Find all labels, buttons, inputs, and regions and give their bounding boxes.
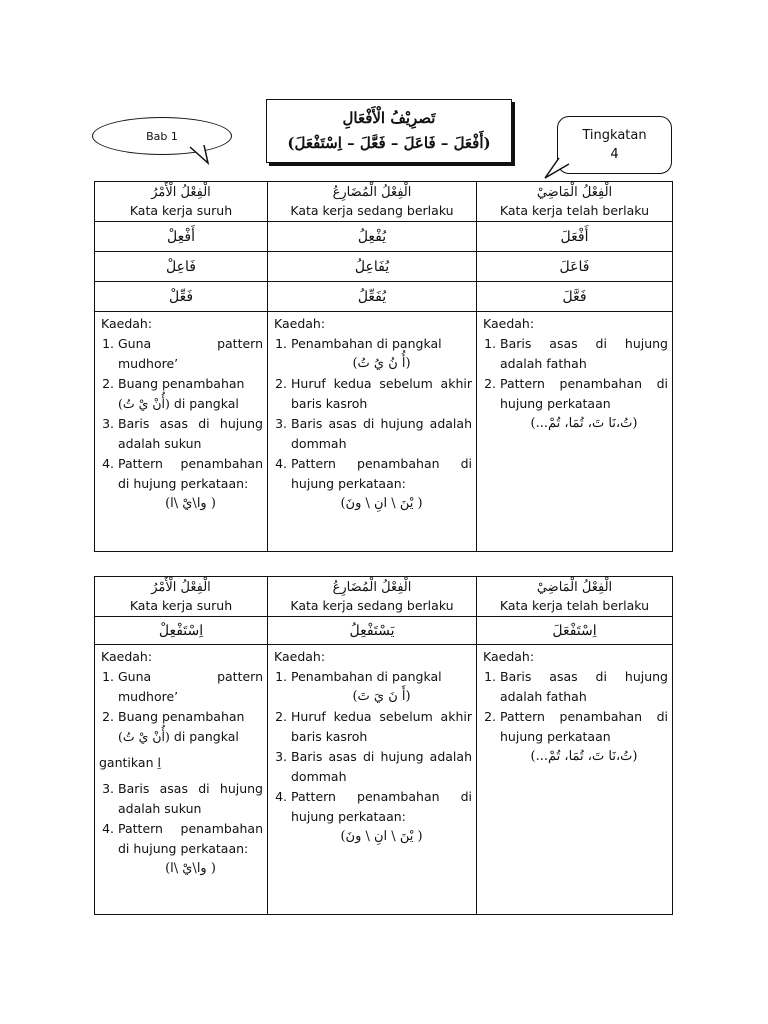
list-item: 2. Pattern penambahan di hujung perkataan (تُ،نَا تَ، تُمَا، تُمْ...) bbox=[500, 707, 668, 767]
list-item: 2. Pattern penambahan di hujung perkataan (تُ،نَا تَ، تُمَا، تُمْ...) bbox=[500, 374, 668, 434]
kaedah-mudhari bbox=[268, 312, 477, 552]
bab-bubble-tail bbox=[188, 145, 218, 167]
list-item: 2. Huruf kedua sebelum akhir baris kasroh bbox=[291, 374, 472, 414]
list-item: 4. Pattern penambahan di hujung perkataan: ( يْنَ \ انِ \ ونَ) bbox=[291, 454, 472, 514]
form-amr: أَفْعِلْ bbox=[95, 222, 268, 252]
title-line-1: تَصرِيْفُ الْأَفْعَالِ bbox=[342, 108, 436, 127]
kaedah-list bbox=[481, 334, 668, 434]
list-item: 1. Penambahan di pangkal (أَ نَ يَ تَ) bbox=[291, 667, 472, 707]
form-row bbox=[95, 252, 673, 282]
form-mudhari: يُفْعِلُ bbox=[268, 222, 477, 252]
list-item: 1. Guna pattern mudhore’ bbox=[118, 667, 263, 707]
list-item: 3. Baris asas di hujung adalah dommah bbox=[291, 747, 472, 787]
form-madhi: فَعَّلَ bbox=[477, 282, 673, 312]
tasrif-table-2 bbox=[94, 576, 673, 915]
form-mudhari: يُفَاعِلُ bbox=[268, 252, 477, 282]
header-mudhari: الْفِعْلُ الْمُضَارِعُ Kata kerja sedang berlaku bbox=[268, 182, 477, 222]
list-item: 2. Huruf kedua sebelum akhir baris kasroh bbox=[291, 707, 472, 747]
list-item: 3. Baris asas di hujung adalah sukun bbox=[118, 414, 263, 454]
list-item: 2. Buang penambahan (أُنْ يْ تُ) di pangkal bbox=[118, 374, 263, 414]
kaedah-row bbox=[95, 645, 673, 915]
kaedah-row bbox=[95, 312, 673, 552]
form-madhi: اِسْتَفْعَلَ bbox=[477, 617, 673, 645]
kaedah-label: Kaedah: bbox=[101, 316, 153, 332]
list-item: 1. Guna pattern mudhore’ bbox=[118, 334, 263, 374]
header-mudhari: الْفِعْلُ الْمُضَارِعُ Kata kerja sedang berlaku bbox=[268, 577, 477, 617]
kaedah-list bbox=[272, 667, 472, 847]
form-row bbox=[95, 617, 673, 645]
kaedah-list bbox=[99, 667, 263, 879]
kaedah-label: Kaedah: bbox=[274, 649, 326, 665]
form-mudhari: يَسْتَفْعِلُ bbox=[268, 617, 477, 645]
kaedah-amr bbox=[95, 645, 268, 915]
kaedah-list bbox=[272, 334, 472, 514]
list-item: 1. Penambahan di pangkal (أُ نُ يُ تُ) bbox=[291, 334, 472, 374]
form-amr: فَعِّلْ bbox=[95, 282, 268, 312]
tingkatan-bubble bbox=[557, 116, 672, 174]
kaedah-madhi bbox=[477, 312, 673, 552]
form-madhi: فَاعَلَ bbox=[477, 252, 673, 282]
list-item: 4. Pattern penambahan di hujung perkataan: ( يْنَ \ انِ \ ونَ) bbox=[291, 787, 472, 847]
header-row bbox=[95, 577, 673, 617]
form-amr: فَاعِلْ bbox=[95, 252, 268, 282]
form-mudhari: يُفَعِّلُ bbox=[268, 282, 477, 312]
tingkatan-number: 4 bbox=[610, 147, 619, 162]
kaedah-mudhari bbox=[268, 645, 477, 915]
tingkatan-bubble-tail bbox=[543, 158, 573, 182]
title-box bbox=[266, 99, 512, 163]
list-item: 4. Pattern penambahan di hujung perkataan: ( وا\يْ \ا) bbox=[118, 819, 263, 879]
list-item: 2. Buang penambahan (أُنْ يْ تُ) di pangkal gantikan اِ bbox=[118, 707, 263, 773]
kaedah-amr bbox=[95, 312, 268, 552]
kaedah-label: Kaedah: bbox=[483, 649, 535, 665]
form-row bbox=[95, 282, 673, 312]
list-item: 3. Baris asas di hujung adalah dommah bbox=[291, 414, 472, 454]
header-amr: الْفِعْلُ الْأَمْرُ Kata kerja suruh bbox=[95, 577, 268, 617]
header-row bbox=[95, 182, 673, 222]
header-amr: الْفِعْلُ الْأَمْرُ Kata kerja suruh bbox=[95, 182, 268, 222]
kaedah-list bbox=[481, 667, 668, 767]
kaedah-label: Kaedah: bbox=[483, 316, 535, 332]
list-item: 3. Baris asas di hujung adalah sukun bbox=[118, 779, 263, 819]
list-item: 4. Pattern penambahan di hujung perkataan: ( وا\يْ \ا) bbox=[118, 454, 263, 514]
form-amr: اِسْتَفْعِلْ bbox=[95, 617, 268, 645]
form-row bbox=[95, 222, 673, 252]
kaedah-label: Kaedah: bbox=[101, 649, 153, 665]
form-madhi: أَفْعَلَ bbox=[477, 222, 673, 252]
kaedah-list bbox=[99, 334, 263, 514]
header-madhi: الْفِعْلُ الْمَاضِيْ Kata kerja telah berlaku bbox=[477, 577, 673, 617]
header-madhi: الْفِعْلُ الْمَاضِيْ Kata kerja telah berlaku bbox=[477, 182, 673, 222]
list-item: 1. Baris asas di hujung adalah fathah bbox=[500, 334, 668, 374]
kaedah-madhi bbox=[477, 645, 673, 915]
kaedah-label: Kaedah: bbox=[274, 316, 326, 332]
tasrif-table-1 bbox=[94, 181, 673, 552]
bab-label: Bab 1 bbox=[146, 129, 178, 143]
list-item: 1. Baris asas di hujung adalah fathah bbox=[500, 667, 668, 707]
tingkatan-label: Tingkatan bbox=[582, 127, 647, 143]
title-line-2: (أَفْعَلَ – فَاعَلَ – فَعَّلَ – اِسْتَفْعَلَ) bbox=[287, 134, 491, 152]
